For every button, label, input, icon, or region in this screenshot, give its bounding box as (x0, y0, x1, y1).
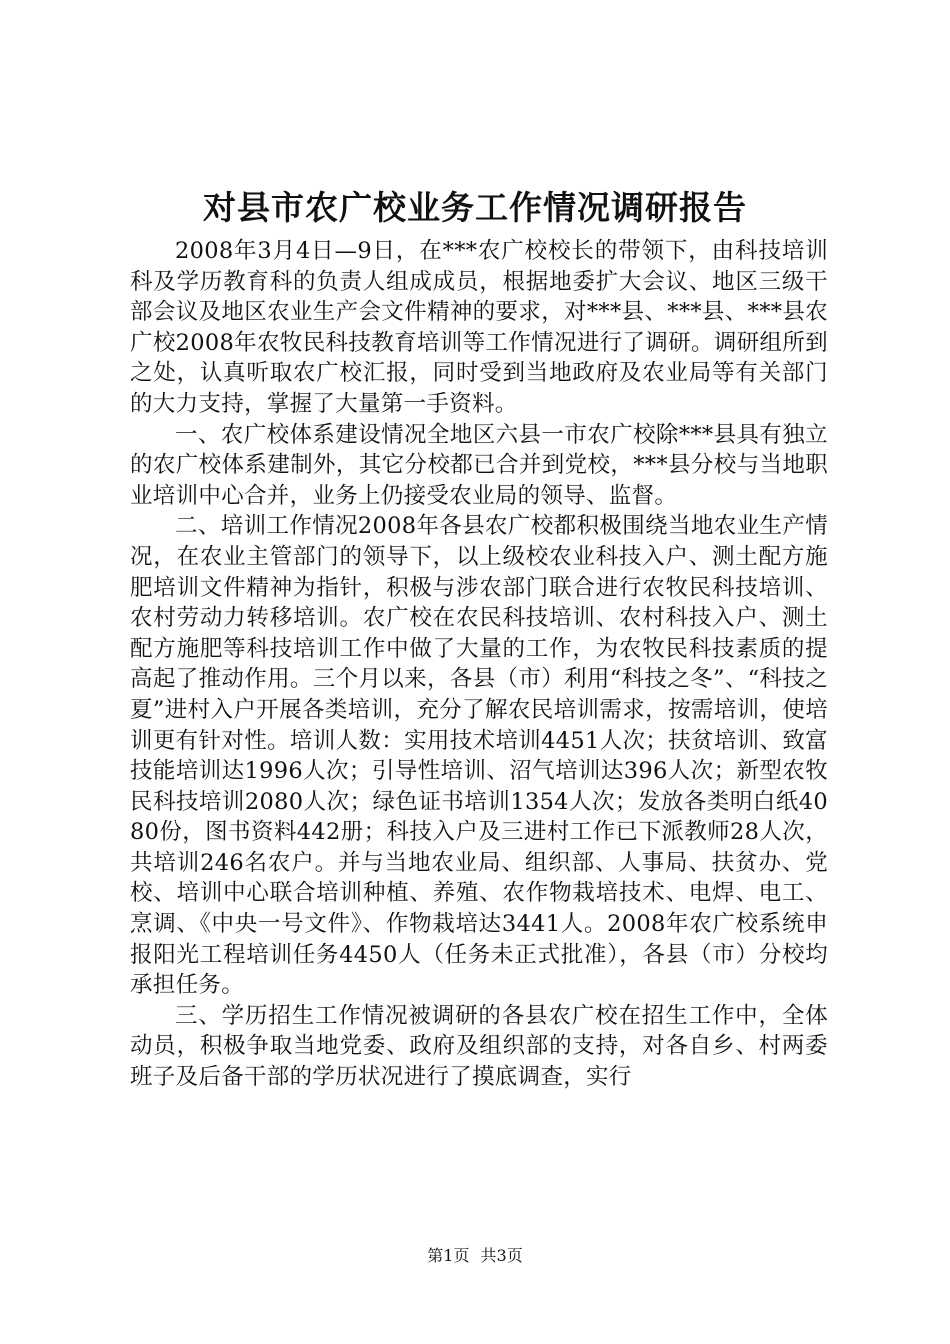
paragraph-section-1: 一、农广校体系建设情况全地区六县一市农广校除***县具有独立的农广校体系建制外，其它分校都已合并到党校，***县分校与当地职业培训中心合并，业务上仍接受农业局的领导、监督。 (130, 421, 828, 509)
document-body (130, 236, 828, 1093)
paragraph-intro: 2008年3月4日—9日，在***农广校校长的带领下，由科技培训科及学历教育科的负责人组成成员，根据地委扩大会议、地区三级干部会议及地区农业生产会文件精神的要求，对***县、***县、***县农广校2008年农牧民科技教育培训等工作情况进行了调研。调研组所到之处，认真听取农广校汇报，同时受到当地政府及农业局等有关部门的大力支持，掌握了大量第一手资料。 (130, 238, 828, 417)
page-total: 共3页 (480, 1246, 523, 1265)
document-title: 对县市农广校业务工作情况调研报告 (203, 188, 747, 227)
page-footer (0, 1246, 950, 1266)
paragraph-section-3: 三、学历招生工作情况被调研的各县农广校在招生工作中，全体动员，积极争取当地党委、政府及组织部的支持，对各自乡、村两委班子及后备干部的学历状况进行了摸底调查，实行 (130, 1002, 828, 1091)
paragraph-section-2: 二、培训工作情况2008年各县农广校都积极围绕当地农业生产情况，在农业主管部门的领导下，以上级校农业科技入户、测土配方施肥培训文件精神为指针，积极与涉农部门联合进行农牧民科技培训、农村劳动力转移培训。农广校在农民科技培训、农村科技入户、测土配方施肥等科技培训工作中做了大量的工作，为农牧民科技素质的提高起了推动作用。三个月以来，各县（市）利用“科技之冬”、“科技之夏”进村入户开展各类培训，充分了解农民培训需求，按需培训，使培训更有针对性。培训人数：实用技术培训4451人次；扶贫培训、致富技能培训达1996人次；引导性培训、沼气培训达396人次；新型农牧民科技培训2080人次；绿色证书培训1354人次；发放各类明白纸4080份，图书资料442册；科技入户及三进村工作已下派教师28人次，共培训246名农户。并与当地农业局、组织部、人事局、扶贫办、党校、培训中心联合培训种植、养殖、农作物栽培技术、电焊、电工、烹调、《中央一号文件》、作物栽培达3441人。2008年农广校系统申报阳光工程培训任务4450人（任务未正式批准），各县（市）分校均承担任务。 (130, 513, 828, 999)
page-number: 第1页 (427, 1246, 470, 1265)
